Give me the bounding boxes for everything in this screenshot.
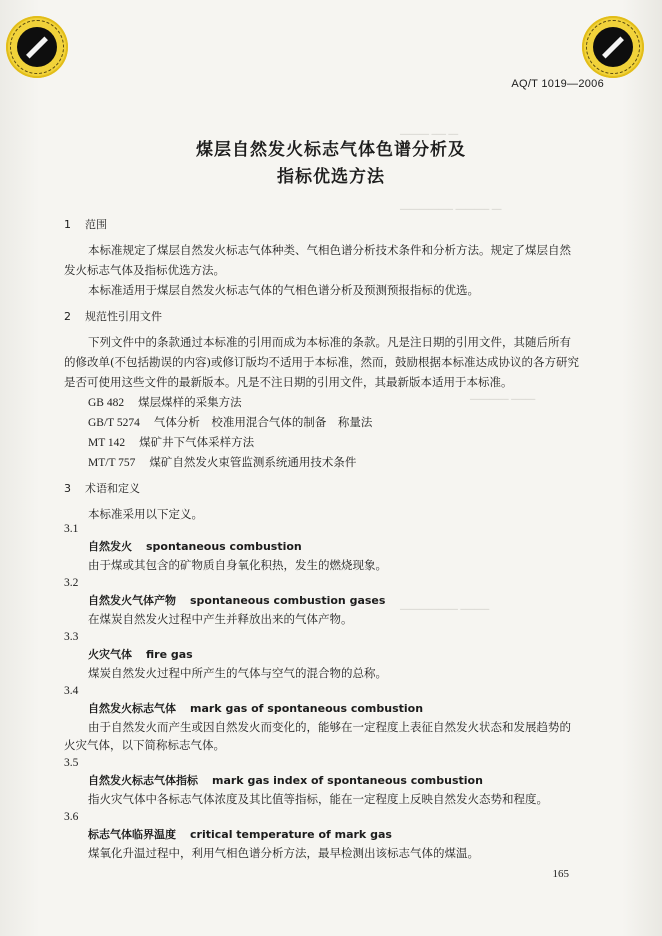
bleed-through-text: ──────────── ────── xyxy=(400,605,490,614)
term-cn: 自然发火标志气体 xyxy=(88,702,176,715)
reference-item xyxy=(88,435,254,450)
term-number: 3.2 xyxy=(64,577,79,589)
term-definition: 煤氧化升温过程中，利用气相色谱分析方法，最早检测出该标志气体的煤温。 xyxy=(88,846,479,860)
term-cn: 自然发火 xyxy=(88,540,132,553)
term-en: spontaneous combustion gases xyxy=(190,594,386,607)
term-heading xyxy=(88,540,302,554)
reference-item xyxy=(88,415,372,430)
term-heading xyxy=(88,648,193,662)
term-number: 3.1 xyxy=(64,523,79,535)
bleed-through-text: ────── ─── ── xyxy=(400,130,459,139)
paragraph-line: 本标准规定了煤层自然发火标志气体种类、气相色谱分析技术条件和分析方法。规定了煤层自然 xyxy=(88,243,571,257)
paragraph-line: 本标准采用以下定义。 xyxy=(88,507,203,521)
reference-title: 煤矿自然发火束管监测系统通用技术条件 xyxy=(149,455,357,469)
watermark-stamp-right xyxy=(582,16,644,78)
term-number: 3.3 xyxy=(64,631,79,643)
reference-code: GB/T 5274 xyxy=(88,417,140,429)
section-2-heading xyxy=(64,310,162,324)
section-3-heading xyxy=(64,482,140,496)
term-definition: 火灾气体，以下简称标志气体。 xyxy=(64,738,225,752)
term-definition: 煤炭自然发火过程中所产生的气体与空气的混合物的总称。 xyxy=(88,666,387,680)
term-heading xyxy=(88,594,385,608)
term-en: mark gas index of spontaneous combustion xyxy=(212,774,483,787)
reference-item xyxy=(88,455,356,470)
paragraph-line: 下列文件中的条款通过本标准的引用而成为本标准的条款。凡是注日期的引用文件，其随后所有 xyxy=(88,335,571,349)
section-title: 规范性引用文件 xyxy=(85,310,162,323)
term-cn: 自然发火标志气体指标 xyxy=(88,774,198,787)
term-heading xyxy=(88,774,483,788)
section-number: 3 xyxy=(64,482,71,495)
term-number: 3.5 xyxy=(64,757,79,769)
term-definition: 由于自然发火而产生或因自然发火而变化的，能够在一定程度上表征自然发火状态和发展趋势的 xyxy=(88,720,571,734)
section-title: 范围 xyxy=(85,218,107,231)
reference-title: 煤矿井下气体采样方法 xyxy=(139,435,255,449)
term-cn: 火灾气体 xyxy=(88,648,132,661)
section-number: 2 xyxy=(64,310,71,323)
term-number: 3.4 xyxy=(64,685,79,697)
watermark-stamp-left xyxy=(6,16,68,78)
term-definition: 指火灾气体中各标志气体浓度及其比值等指标，能在一定程度上反映自然发火态势和程度。 xyxy=(88,792,548,806)
term-en: fire gas xyxy=(146,648,193,661)
term-number: 3.6 xyxy=(64,811,79,823)
term-heading xyxy=(88,702,423,716)
term-en: critical temperature of mark gas xyxy=(190,828,392,841)
doc-title-line2: 指标优选方法 xyxy=(277,167,385,187)
section-number: 1 xyxy=(64,218,71,231)
paragraph-line: 是否可使用这些文件的最新版本。凡是不注日期的引用文件，其最新版本适用于本标准。 xyxy=(64,375,513,389)
standard-number: AQ/T 1019—2006 xyxy=(511,78,604,90)
term-definition: 在煤炭自然发火过程中产生并释放出来的气体产物。 xyxy=(88,612,353,626)
term-en: spontaneous combustion xyxy=(146,540,302,553)
reference-item xyxy=(88,395,242,410)
doc-title-line1: 煤层自然发火标志气体色谱分析及 xyxy=(196,140,466,160)
term-definition: 由于煤或其包含的矿物质自身氧化积热，发生的燃烧现象。 xyxy=(88,558,387,572)
reference-code: MT/T 757 xyxy=(88,457,136,469)
bleed-through-text: ─────────── ─────── ── xyxy=(400,205,502,214)
reference-code: MT 142 xyxy=(88,437,126,449)
paragraph-line: 发火标志气体及指标优选方法。 xyxy=(64,263,225,277)
term-en: mark gas of spontaneous combustion xyxy=(190,702,424,715)
section-1-heading xyxy=(64,218,107,232)
term-cn: 标志气体临界温度 xyxy=(88,828,176,841)
reference-code: GB 482 xyxy=(88,397,125,409)
paragraph-line: 本标准适用于煤层自然发火标志气体的气相色谱分析及预测预报指标的优选。 xyxy=(88,283,479,297)
reference-title: 气体分析 校准用混合气体的制备 称量法 xyxy=(153,415,373,429)
section-title: 术语和定义 xyxy=(85,482,140,495)
reference-title: 煤层煤样的采集方法 xyxy=(138,395,242,409)
paragraph-line: 的修改单(不包括勘误的内容)或修订版均不适用于本标准，然而，鼓励根据本标准达成协议的各方研究 xyxy=(64,355,579,369)
bleed-through-text: ──────── ───── xyxy=(470,395,536,404)
page-number: 165 xyxy=(552,868,569,880)
term-cn: 自然发火气体产物 xyxy=(88,594,176,607)
term-heading xyxy=(88,828,392,842)
